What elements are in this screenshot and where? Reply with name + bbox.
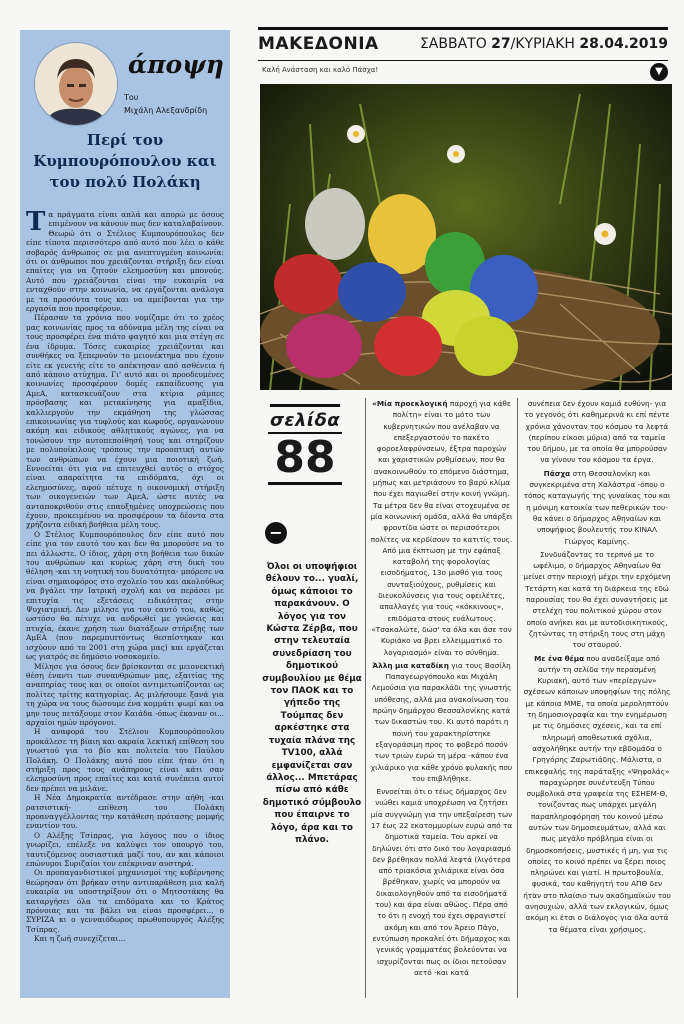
- article-paragraph: Μίλησε για όσους δεν βρίσκονται σε μειονεκτική θέση έναντι των συνανθρώπων μας, εξαιτίας της αναπηρίας τους και οι οποίοι αντιμετωπίζονται ως πολίτες τρίτης κατηγορίας. Ας μιλήσουμε ξανά για τη χώρα να τους δώσουμε ένα κομμάτι ψωμί και να μην τους πετάξουμε στον Καιάδα -όπως έκαναν οι... αρχαίοι ημών πρόγονοι.: [26, 661, 224, 727]
- date-value: 28.04.2019: [579, 36, 668, 52]
- gossip-blurb: Όλοι οι υποψήφιοι θέλουν το... γυαλί, όμως κάποιοι το παρακάνουν. Ο λόγος για τον Κώστα Ζέρβα, που στην τελευταία συνεδρίαση του δημοτικού συμβουλίου με θέμα τον ΠΑΟΚ και το γήπεδο της Τούμπας δεν αρκέστηκε στα τυχαία πλάνα της TV100, αλλά εμφανίζεται σαν άλλος... Μπετάρας πίσω από κάθε δημοτικό σύμβουλο που έπαιρνε το λόγο, άρα και το πλάνο.: [262, 562, 362, 845]
- news-item: [523, 653, 671, 935]
- news-column-right: [523, 398, 671, 937]
- page-masthead: [258, 27, 668, 61]
- news-item-text: που αναδείξαμε από αυτήν τη σελίδα την περασμένη Κυριακή, αυτό των «περίεργων» σχέσεων κάποιων υποψηφίων της πόλης με κάποια ΜΜΕ, τα οποία μεροληπτούν τη δημοσιογραφία και την ενημέρωση με τις δημόσιες σχέσεις, και τα επί πληρωμή αποθεωτικά σχόλια, ασχολήθηκε αυτήν την εβδομάδα ο Γρηγόρης Ζαρωτιάδης. Μάλιστα, ο επικεφαλής της παράταξης «Ψηφολάς» παραχώρησε συνέντευξη Τύπου συμβολικά στα γραφεία της ΕΣΗΕΜ-Θ, τονίζοντας πως υπάρχει μεγάλη παραπληροφόρηση του κοινού μέσω αυτών των δημοσιευμάτων, αλλά και πως μεγάλο πρόβλημα είναι οι δημοσκοπήσεις, μυστικές ή μη, για τις οποίες το κοινό πρέπει να ξέρει ποιος πληρώνει και γιατί. Η πρωτοβουλία, φυσικά, του καθηγητή του ΑΠΘ δεν ήταν στο πλαίσιο των ακαδημαϊκών του ανησυχιών, αλλά των εκλογικών, όμως ακόμη κι έτσι ο διάλογος για όλα αυτά τα θέματα είναι χρήσιμος.: [523, 653, 671, 934]
- article-headline: Περί του Κυμπουρόπουλου και του πολύ Πολάκη: [33, 131, 217, 191]
- news-item-text: στη Θεσσαλονίκη και συγκεκριμένα στη Χαλάστρα -όπου ο τόπος καταγωγής της γυναίκας του και η μόνιμη κατοικία των πεθερικών του- θα κάνει ο δήμαρχος Αθηναίων και υποψήφιος βουλευτής του ΚΙΝΑΛ Γιώργος Καμίνης.: [523, 468, 671, 546]
- article-paragraph: Η Νέα Δημοκρατία αντέδρασε στην αήθη -και ρατσιστική- επίθεση του Πολάκη προαναγγέλλοντας την κατάθεση πρότασης μομφής εναντίον του.: [26, 793, 224, 831]
- chevron-down-icon: ▼: [650, 63, 668, 81]
- news-item-text: Συνδυάζοντας το τερπνό με το ωφέλιμο, ο δήμαρχος Αθηναίων θα μείνει στην περιοχή μέχρι την ερχόμενη Τετάρτη και κατά τη διάρκεια της εδώ παρουσίας του θα έχει συναντήσεις με στελέχη του πολιτικού χώρου στον οποίο ανήκει και με αυτοδιοικητικούς, ζητώντας τη στήριξη τους στη μάχη του σταυρού.: [523, 549, 671, 650]
- news-item-lead: Πάσχα: [543, 468, 571, 478]
- column-divider: [365, 398, 366, 998]
- column-divider: [517, 398, 518, 998]
- opinion-column: [20, 30, 230, 998]
- news-item-text: συνέπεια δεν έχουν καμιά ευθύνη- για το γεγονός ότι καθημερινά κι επί πέντε χρόνια χάνονταν του κόσμου τα λεφτά (περίπου είκοσι μύρια) από τα ταμεία του δήμου, με τα οποία θα μπορούσαν να γίνουν του κόσμου τα έργα.: [524, 399, 670, 465]
- news-item: [370, 660, 513, 784]
- author-prefix: Του: [124, 93, 139, 102]
- news-item-text: Εννοείται ότι ο τέως δήμαρχος δεν νιώθει καμιά υποχρέωση να ζητήσει μία συγγνώμη για την υπεξαίρεση των 17 έως 22 εκατομμυρίων ευρώ από τα δημοτικά ταμεία. Του αρκεί να δηλώνει ότι στο δικό του λογαριασμό δεν βρέθηκαν πολλά λεφτά (λιγότερα από τριακόσια χιλιάρικα είναι όσα βρέθηκαν, χωρίς να μπορούν να δικαιολογηθούν από τα εισοδήματά του) και άρα είναι αθώος. Πέρα από το ότι η ενοχή του έχει σφραγιστεί ακόμη και από τον Άρειο Πάγο, εντύπωση προκαλεί ότι δήμαρχος και γενικός γραμματέας βολεύονται να ισχυρίζονται πως οι ίδιοι πετούσαν αετό -και κατά: [370, 787, 513, 977]
- news-item: [523, 549, 671, 651]
- day-number: 27: [491, 36, 511, 52]
- news-item: [523, 398, 671, 466]
- news-item-lead: «Μία προεκλογική: [372, 399, 448, 408]
- news-item: [523, 468, 671, 547]
- article-body: [26, 207, 224, 944]
- article-paragraph: Ο Στέλιος Κυμπουρόπουλος δεν είπε αυτό που είπε για τον εαυτό του και δεν θα μπορούσε να το πει άλλωστε. Ο ίδιος, χάρη στη βοήθεια των δικών του ανθρώπων και κυρίως χάρη στη δική του θέληση -και τη νοητική του δυνατότητα- μπόρεσε να είναι σημαιοφόρος στο σχολείο του και ακολούθως να βγάλει την Ιατρική σχολή και να περάσει με επιτυχία τις εξετάσεις ειδικότητας στην Ψυχιατρική. Δεν μίλησε για τον εαυτό του, καθώς ωστόσο θα πέτυχε να ανδρωθεί με γνώσεις και πτυχία, έκανε χρήση των διατάξεων στήριξης των ΑμΕΑ (που παρεμπιπτόντως θεσπίστηκαν και ισχύουν από το 2001 στη χώρα μας) και εργάζεται ως γιατρός σε δημόσιο νοσοκομείο.: [26, 529, 224, 662]
- day-suffix: /ΚΥΡΙΑΚΗ: [510, 36, 575, 52]
- page-number: 88: [268, 432, 342, 485]
- article-lead: α πράγματα είναι απλά και απορώ με όσους επιμένουν να κάνουν πως δεν καταλαβαίνουν. Θεωρώ ότι ο Στέλιος Κυμπουρόπουλος δεν είπε τίποτα περισσότερο από αυτό που λέει ο κάθε σοβαρός άνθρωπος σε μια ανεπτυγμένη κοινωνία: ότι οι άνθρωποι που χρειάζονται στήριξη δεν είναι επαίτες για να ζητούν ελεημοσύνη και μπονούς. Αυτό που χρειάζονται είναι την ευκαιρία να ενταχθούν στην κοινωνία, να εργάζονται ανάλογα με τα προσόντα τους και να αμείβονται για την εργασία που προσφέρουν.: [26, 210, 224, 314]
- article-paragraph: Ο Αλέξης Τσίπρας, για λόγους που ο ίδιος γνωρίζει, επέλεξε να καλύψει τον υπουργό του, ταυτιζόμενος ουσιαστικά μαζί του, αν και κάποιοι επώνυμοι Συριζαίοι τον επέκριναν αυστηρά.: [26, 830, 224, 869]
- page-marker: [268, 402, 356, 490]
- author-avatar: [34, 42, 118, 126]
- news-item-lead: Άλλη μια καταδίκη: [372, 660, 449, 670]
- newspaper-section: ΜΑΚΕΔΟΝΙΑ: [258, 34, 379, 54]
- article-paragraph: Πέρασαν τα χρόνια που νομίζαμε ότι το χρέος μας κοινωνίας προς τα αδύναμα μέλη της είναι να τους προσφέρει ένα πιάτο φαγητό και μια στέγη σε ένα ίδρυμα. Τόσες ευκαιρίες χρειάζονται και συνθήκες να ξεπερνούν το μειονέκτημα που έχουν είτε εκ γενετής είτε το απέκτησαν από ασθένεια ή από κάποιο ατύχημα. Γι' αυτό και οι προοδευμένες κοινωνίες προσφέρουν δομές εκπαίδευσης για ΑμεΑ, κατασκευάζουν στα κτίρια ράμπες πρόσβασης και μετακίνησης για αμαξίδια, καλλιεργούν την εκμάθηση της γλώσσας επικοινωνίας για τυφλούς και κωφούς, οργανώνουν ακόμη και ειδικούς αθλητικούς αγώνες, για να τονώσουν την αυτοπεποίθησή τους και στηρίζουν με πολυποίκιλους τρόπους την προοπτική αυτών των ανθρώπων να έχουν μια ποιοτική ζωή. Εννοείται ότι για να επιτευχθεί αυτός ο στόχος είναι απαραίτητα τα επιδόματα, όχι οι ελεημοσύνες, αφού πέτυχε η οικονομική στήριξη των οικογενειών των ΑμεΑ, ώστε αυτές να ανταποκριθούν στις επαυξημένες υποχρεώσεις που έχουν, προκειμένου να προσφέρουν τα δέοντα στα χρήζοντα ειδική βοήθεια μέλη τους.: [26, 313, 224, 530]
- section-label: άποψη: [128, 50, 224, 79]
- drop-cap: Τ: [26, 207, 46, 237]
- news-item-text: για τους Βασίλη Παπαγεωργόπουλο και Μιχάλη Λεμούσια για παρακλάδι της γνωστής υπόθεσης, αλλά μια ανακοίνωση του πρώην δημάρχου Θεσσαλονίκης κατά των δικαστών του. Κι αυτό παρότι η ποινή του χαρακτηρίστηκε εξαγοράσιμη προς το φοβερό ποσόν των τριών ευρώ τη μέρα -κάπου ένα χιλιάρικο για κάθε χρόνο φυλακής που του επιβλήθηκε.: [370, 660, 513, 783]
- day-prefix: ΣΑΒΒΑΤΟ: [419, 36, 487, 52]
- issue-date: [420, 36, 668, 52]
- news-column-middle: [370, 398, 513, 980]
- news-item-lead: Με ένα θέμα: [534, 653, 585, 663]
- author-name: Μιχάλη Αλεξανδρίδη: [124, 106, 208, 115]
- page-label: σελίδα: [270, 404, 340, 431]
- minus-icon: −: [265, 522, 287, 544]
- article-paragraph: Οι προπαγανδιστικοί μηχανισμοί της κυβέρνησης θεώρησαν ότι βρήκαν στην αντιπαράθεση μια καλή ευκαιρία να υποστηρίξουν ότι ο Μητσοτάκης θα καταργήσει όλα τα επιδόματα και το Κράτος πρόνοιας και τα βάλει να είναι προσφέρει... ο ΣΥΡΙΖΑ κι ο γενναιόδωρος πρωθυπουργός Αλέξης Τσίπρας.: [26, 868, 224, 934]
- news-item: [370, 398, 513, 658]
- news-item-text: παροχή για κάθε πολίτη» είναι το μότο των κυβερνητικών που ανέλαβαν να επεξεργαστούν το πακέτο φοροελαφρύνσεων, έξτρα παροχών και χαριστικών ρυθμίσεων, που θα ανακοινωθούν το επόμενο διάστημα, μήπως και μετριάσουν το βαρύ κλίμα που έχει παγιωθεί στην κοινή γνώμη. Τα μέτρα δεν θα είναι στοχευμένα σε μία κοινωνική ομάδα, αλλά θα υπάρξει φροντίδα ώστε οι περισσότεροι πολίτες να κερδίσουν το κατιτίς τους. Από μια έκπτωση με την εφάπαξ καταβολή της φορολογίας εισοδήματος, 13ο μισθό για τους συνταξιούχους, ρυθμίσεις και διευκολύνσεις για τους οφειλέτες, απαλλαγές για τους «κόκκινους», επιδόματα στους ευάλωτους. «Τσακαλώτε, δώσ' τα όλα και άσε τον Κυριάκο να βρει ελλειμματικό το λογαριασμό» είναι το σύνθημα.: [370, 399, 513, 657]
- article-paragraph: Η αναφορά του Στέλιου Κυμπουρόπουλου προκάλεσε τη βίαιη και ακραία λεκτική επίθεση του γνωστού για το βίο και πολιτεία του Παύλου Πολάκη. Ο Πολάκης αυτό που είπε ήταν ότι η στήριξη προς τους ανάπηρους είναι κάτι σαν ελεημοσύνη προς επαίτες και κατά συνέπεια αυτοί δεν πρέπει να μιλάνε.: [26, 727, 224, 793]
- photo-caption: Καλή Ανάσταση και καλό Πάσχα!: [262, 66, 379, 74]
- news-item: [370, 786, 513, 978]
- easter-eggs-photo: [260, 84, 672, 390]
- article-paragraph: Και η ζωή συνεχίζεται...: [34, 934, 126, 944]
